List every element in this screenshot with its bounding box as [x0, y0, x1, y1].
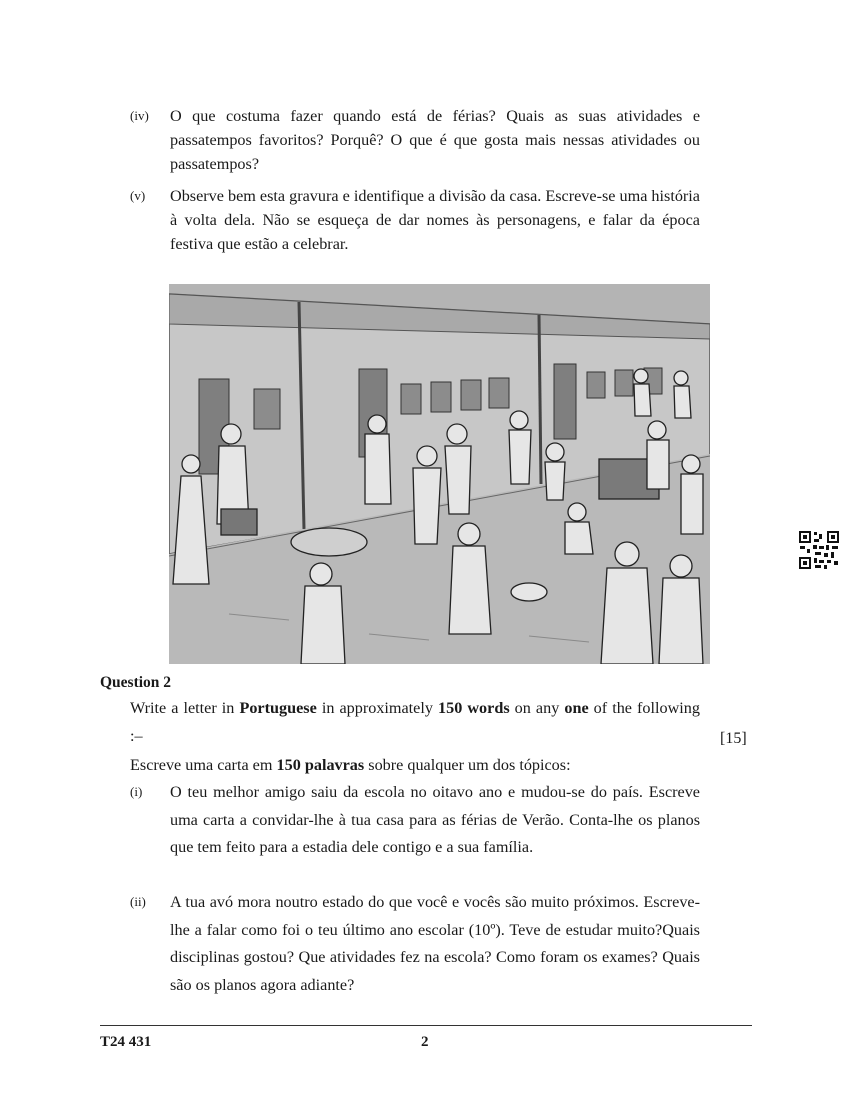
item-text: Observe bem esta gravura e identifique a divisão da casa. Escreve-se uma história à volta dela. Não se esqueça de dar nomes às personagens, e falar da época festiva que estão a celebrar. [170, 187, 700, 253]
item-text: O teu melhor amigo saiu da escola no oitavo ano e mudou-se do país. Escreve uma carta a convidar-lhe à tua casa para as férias de Verão. Conta-lhe os planos que tem feito para a estadia dele contigo e a sua família. [170, 783, 700, 856]
page-number: 2 [421, 1034, 429, 1050]
railway-platform-illustration [169, 284, 710, 664]
footer-divider [100, 1025, 752, 1026]
paper-code: T24 431 [100, 1034, 152, 1050]
portuguese-instruction: Escreve uma carta em 150 palavras sobre qualquer um dos tópicos: [130, 756, 571, 774]
marks-label: [15] [720, 730, 747, 747]
item-number: (iv) [130, 108, 149, 123]
qr-code-icon [798, 530, 840, 570]
item-number: (ii) [130, 894, 146, 909]
item-number: (v) [130, 188, 146, 203]
item-text: A tua avó mora noutro estado do que você e vocês são muito próximos. Escreve-lhe a falar como foi o teu último ano escolar (10º). Teve de estudar muito?Quais disciplinas gostou? Que atividades fez na escola? Como foram os exames? Quais são os planos agora adiante? [170, 893, 700, 994]
item-text: O que costuma fazer quando está de férias? Quais as suas atividades e passatempos favoritos? Porquê? O que é que gosta mais nessas atividades ou passatempos? [170, 107, 700, 173]
item-number: (i) [130, 784, 143, 799]
question-heading: Question 2 [100, 674, 172, 691]
question-instruction: Write a letter in Portuguese in approximately 150 words on any one of the following :– [130, 699, 700, 745]
